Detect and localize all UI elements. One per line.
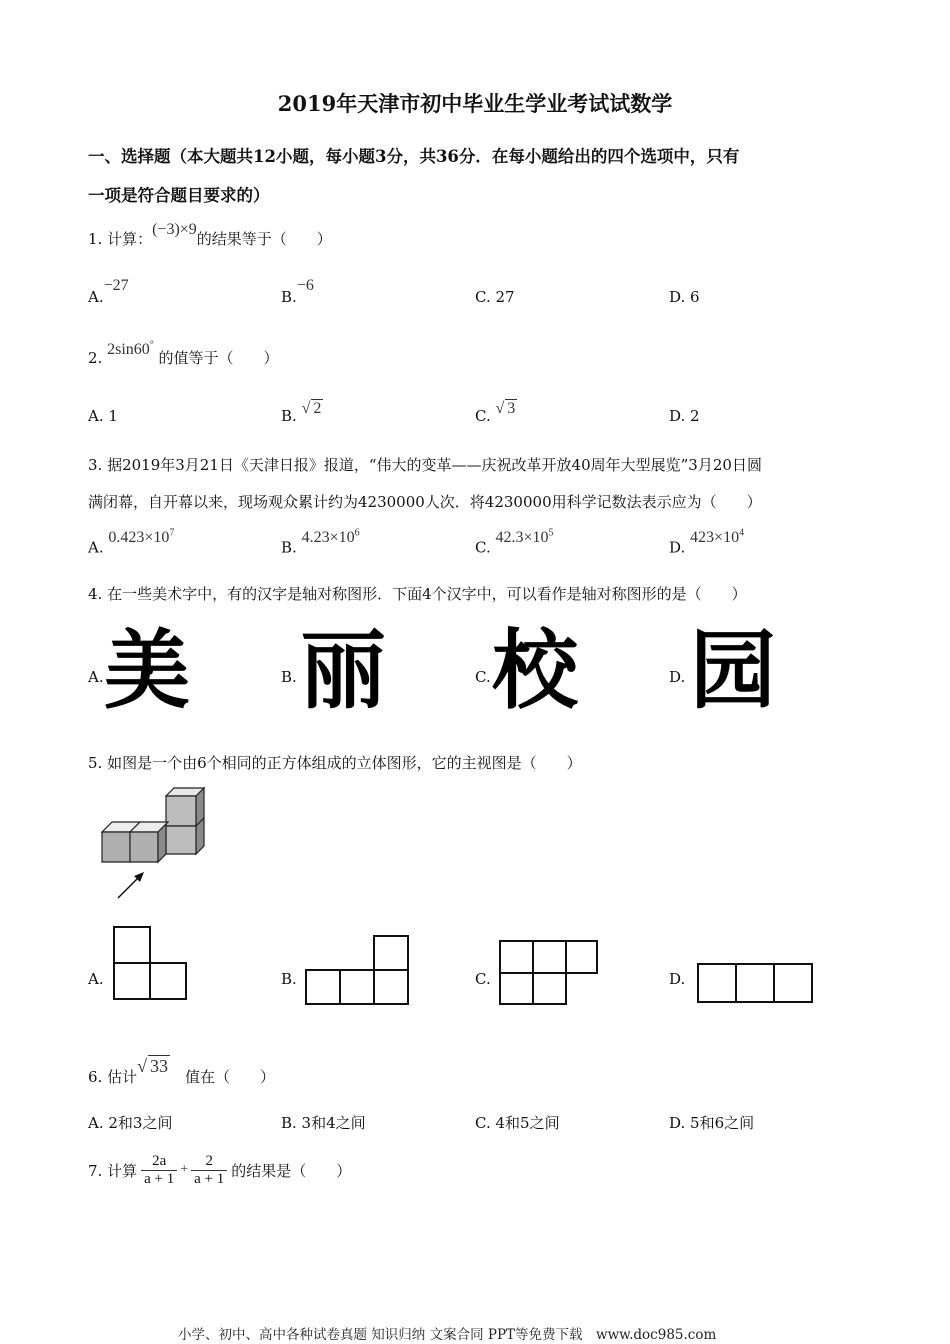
- q5-option-b-label: B.: [281, 970, 297, 988]
- q4-option-c-character: 校: [492, 621, 578, 721]
- section-heading-line1: 一、选择题（本大题共12小题，每小题3分，共36分．在每小题给出的四个选项中，只有: [88, 147, 740, 166]
- question-7: 7. 计算 $\frac{2a}{a + 1}$ + $\frac{2}{a + 1}$ 的结果是（ ）: [88, 1152, 352, 1187]
- q1-expression: (−3)×9: [152, 221, 197, 238]
- q2-option-b: B. √ 2: [281, 400, 322, 425]
- q1-option-b: B.−6: [281, 277, 314, 306]
- q7-fraction-1: $\frac{2a}{a + 1}$: [141, 1153, 177, 1188]
- q4-option-a-character: 美: [104, 621, 190, 721]
- footer-text: 小学、初中、高中各种试卷真题 知识归纳 文案合同 PPT等免费下载 www.doc985.com: [178, 1327, 717, 1343]
- q4-option-a-label: A.: [88, 668, 104, 686]
- q6-option-b: B. 3和4之间: [281, 1114, 366, 1132]
- q6-option-d: D. 5和6之间: [669, 1114, 755, 1132]
- q4-option-b-label: B.: [281, 668, 297, 686]
- q3-option-c: C. $42.3\times 10^5$: [475, 528, 554, 557]
- q4-option-b-character: 丽: [300, 621, 386, 721]
- q3-option-b: B. $4.23\times 10^6$: [281, 528, 360, 557]
- q5-option-c-label: C.: [475, 970, 491, 988]
- q1-option-c: C. 27: [475, 288, 515, 306]
- q6-option-c: C. 4和5之间: [475, 1114, 560, 1132]
- q4-option-c-label: C.: [475, 668, 491, 686]
- question-4: 4. 在一些美术字中，有的汉字是轴对称图形．下面4个汉字中，可以看作是轴对称图形的是（ ）: [88, 585, 747, 603]
- question-3-line1: 3. 据2019年3月21日《天津日报》报道，“伟大的变革——庆祝改革开放40周年大型展览”3月20日圆: [88, 456, 762, 474]
- q6-option-a: A. 2和3之间: [88, 1114, 173, 1132]
- page-title: 2019年天津市初中毕业生学业考试试数学: [277, 91, 673, 116]
- question-5: 5. 如图是一个由6个相同的正方体组成的立体图形，它的主视图是（ ）: [88, 754, 582, 772]
- q2-option-c: C. √ 3: [475, 400, 516, 425]
- question-1: [88, 221, 332, 249]
- question-2: 2. 2sin60° 的值等于（ ）: [88, 339, 279, 367]
- q5-option-d-label: D.: [669, 970, 686, 988]
- section-heading-line2: 一项是符合题目要求的）: [88, 186, 270, 205]
- q2-expression: 2sin60°: [107, 339, 154, 358]
- q3-option-d: D. $423\times 10^4$: [669, 528, 745, 557]
- question-3-line2: 满闭幕，自开幕以来，现场观众累计约为4230000人次．将4230000用科学记数法表示应为（ ）: [88, 493, 762, 511]
- cube-stack-figure: [96, 784, 216, 904]
- q5-option-a-label: A.: [88, 970, 104, 988]
- q4-option-d-character: 园: [690, 621, 776, 721]
- q1-prefix: 1. 计算：: [88, 230, 153, 248]
- q4-option-d-label: D.: [669, 668, 686, 686]
- q1-option-a: A.−27: [88, 277, 129, 306]
- question-6: 6. 估计√ 33 值在（ ）: [88, 1056, 276, 1086]
- q1-suffix: 的结果等于（ ）: [196, 230, 332, 248]
- q6-radical: √ 33: [137, 1056, 168, 1076]
- q3-option-a: A. $0.423\times 10^7$: [88, 528, 175, 557]
- q1-option-d: D. 6: [669, 288, 700, 306]
- q7-fraction-2: $\frac{2}{a + 1}$: [191, 1153, 227, 1188]
- q2-option-d: D. 2: [669, 407, 700, 425]
- q2-option-a: A. 1: [88, 407, 118, 425]
